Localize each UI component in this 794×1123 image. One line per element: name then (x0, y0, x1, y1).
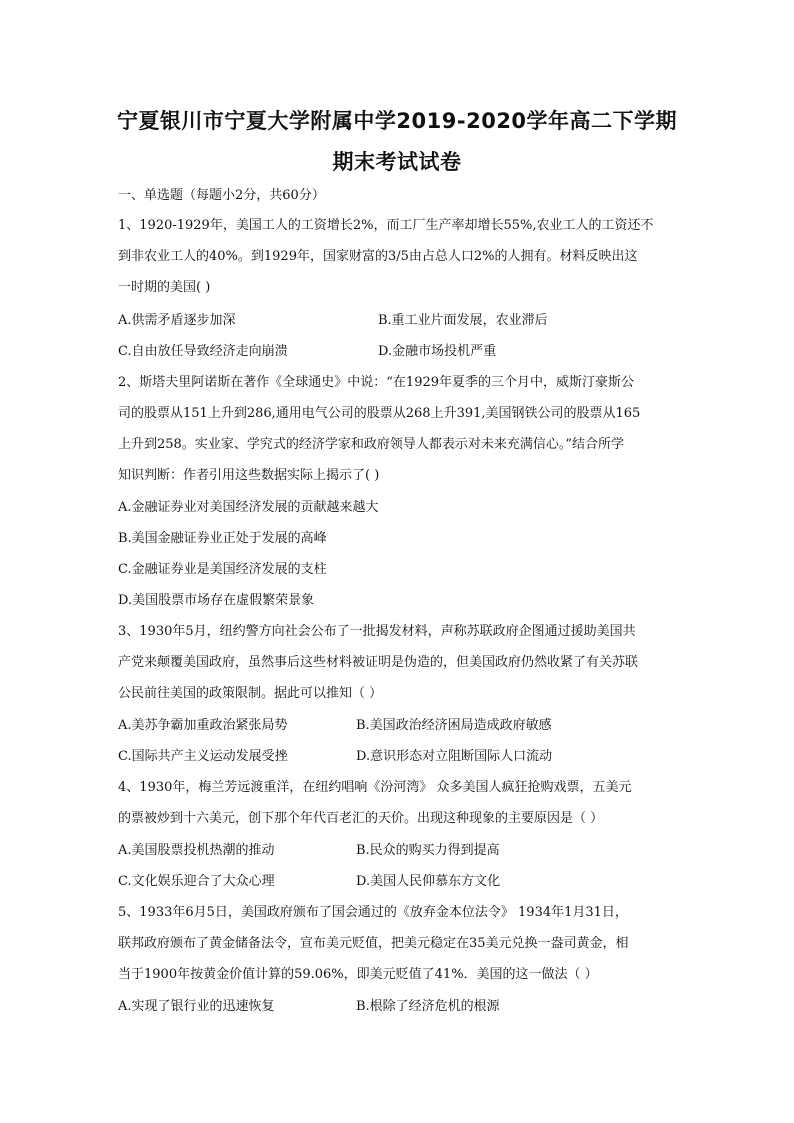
question-1-stem-line-2: 到非农业工人的40%。到1929年，国家财富的3/5由占总人口2%的人拥有。材料反映出这 (118, 249, 638, 264)
question-3-stem-line-3: 公民前往美国的政策限制。据此可以推知（ ） (118, 686, 383, 701)
question-3-stem-line-2: 产党来颠覆美国政府，虽然事后这些材料被证明是伪造的，但美国政府仍然收紧了有关苏联 (118, 655, 639, 670)
section-heading: 一、单选题（每题小2分，共60分） (118, 188, 325, 203)
question-5-stem-line-3: 当于1900年按黄金价值计算的59.06%，即美元贬值了41%．美国的这一做法（ ） (118, 967, 598, 982)
question-1-option-d[interactable]: D.金融市场投机严重 (378, 344, 497, 359)
question-4-option-c[interactable]: C.文化娱乐迎合了大众心理 (118, 874, 275, 889)
question-5-stem-line-2: 联邦政府颁布了黄金储备法令，宣布美元贬值，把美元稳定在35美元兑换一盎司黄金，相 (118, 936, 629, 951)
question-3-stem-line-1: 3、1930年5月，纽约警方向社会公布了一批揭发材料，声称苏联政府企图通过援助美国共 (118, 624, 636, 639)
question-2-stem-line-1: 2、斯塔夫里阿诺斯在著作《全球通史》中说：“在1929年夏季的三个月中，威斯汀豪斯公 (118, 375, 635, 390)
question-5-option-b[interactable]: B.根除了经济危机的根源 (356, 999, 500, 1014)
question-4-option-a[interactable]: A.美国股票投机热潮的推动 (118, 843, 275, 858)
question-3-option-b[interactable]: B.美国政治经济困局造成政府敏感 (356, 718, 552, 733)
question-1-option-c[interactable]: C.自由放任导致经济走向崩溃 (118, 344, 288, 359)
question-4-stem-line-2: 的票被炒到十六美元，创下那个年代百老汇的天价。出现这种现象的主要原因是（ ） (118, 811, 604, 826)
question-3-option-d[interactable]: D.意识形态对立阻断国际人口流动 (356, 749, 553, 764)
question-2-option-a[interactable]: A.金融证券业对美国经济发展的贡献越来越大 (118, 500, 379, 515)
page-title: 宁夏银川市宁夏大学附属中学2019-2020学年高二下学期 (116, 109, 678, 133)
question-4-stem-line-1: 4、1930年，梅兰芳远渡重洋，在纽约唱响《汾河湾》 众多美国人疯狂抢购戏票，五美元 (118, 780, 632, 795)
question-1-stem-line-1: 1、1920-1929年，美国工人的工资增长2%，而工厂生产率却增长55%,农业工人的工资还不 (118, 218, 654, 233)
question-2-option-c[interactable]: C.金融证券业是美国经济发展的支柱 (118, 562, 327, 577)
question-2-stem-line-2: 司的股票从151上升到286,通用电气公司的股票从268上升391,美国钢铁公司的股票从165 (118, 406, 641, 421)
question-1-stem-line-3: 一时期的美国( ) (118, 280, 211, 295)
question-3-option-c[interactable]: C.国际共产主义运动发展受挫 (118, 749, 288, 764)
question-1-option-b[interactable]: B.重工业片面发展，农业滞后 (378, 313, 548, 328)
question-5-option-a[interactable]: A.实现了银行业的迅速恢复 (118, 999, 275, 1014)
page-subtitle: 期末考试试卷 (332, 150, 462, 174)
question-5-stem-line-1: 5、1933年6月5日，美国政府颁布了国会通过的《放弃金本位法令》 1934年1月31日， (118, 905, 628, 920)
question-1-option-a[interactable]: A.供需矛盾逐步加深 (118, 313, 236, 328)
question-4-option-d[interactable]: D.美国人民仰慕东方文化 (356, 874, 501, 889)
question-2-option-d[interactable]: D.美国股票市场存在虚假繁荣景象 (118, 593, 315, 608)
question-4-option-b[interactable]: B.民众的购买力得到提高 (356, 843, 500, 858)
question-3-option-a[interactable]: A.美苏争霸加重政治紧张局势 (118, 718, 288, 733)
question-2-stem-line-4: 知识判断：作者引用这些数据实际上揭示了( ) (118, 468, 380, 483)
question-2-stem-line-3: 上升到258。实业家、学究式的经济学家和政府领导人都表示对未来充满信心。”结合所学 (118, 437, 624, 452)
question-2-option-b[interactable]: B.美国金融证券业正处于发展的高峰 (118, 531, 327, 546)
